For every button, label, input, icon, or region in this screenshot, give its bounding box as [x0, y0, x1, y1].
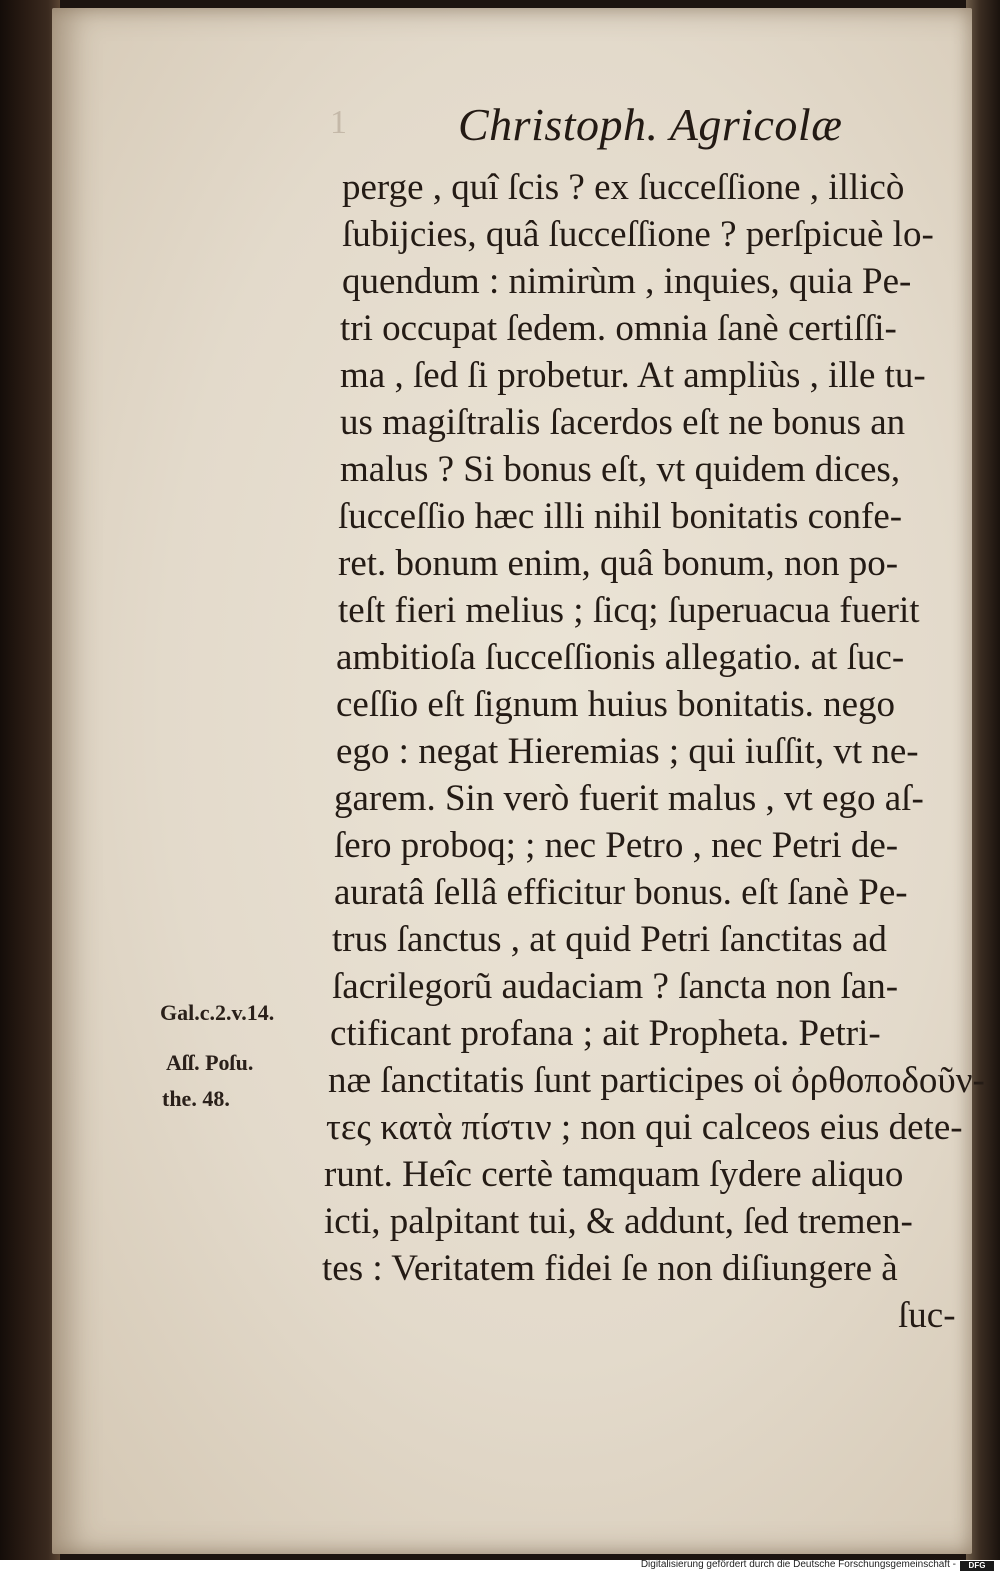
- text-line: ſucceſſio hæc illi nihil bonitatis confe-: [338, 496, 903, 537]
- text-line: trus ſanctus , at quid Petri ſanctitas ad: [332, 919, 887, 960]
- dfg-logo: DFG: [960, 1561, 994, 1571]
- text-line: us magiſtralis ſacerdos eſt ne bonus an: [340, 402, 906, 443]
- margin-note: Aſſ. Poſu.: [166, 1050, 254, 1075]
- text-line: tri occupat ſedem. omnia ſanè certiſſi-: [340, 308, 897, 349]
- bleed-through-mark: 1: [330, 104, 347, 141]
- text-line: quendum : nimirùm , inquies, quia Pe-: [342, 261, 912, 302]
- text-line: perge , quî ſcis ? ex ſucceſſione , illicò: [342, 167, 905, 208]
- text-line: ctificant profana ; ait Propheta. Petri-: [330, 1013, 881, 1054]
- text-line: malus ? Si bonus eſt, vt quidem dices,: [340, 449, 901, 490]
- text-line: auratâ ſellâ efficitur bonus. eſt ſanè Pe-: [334, 872, 908, 913]
- text-line: næ ſanctitatis ſunt participes οἱ ὀρθοποδοῦν-: [328, 1060, 985, 1101]
- text-line: garem. Sin verò fuerit malus , vt ego aſ-: [334, 778, 924, 819]
- text-line: ceſſio eſt ſignum huius bonitatis. nego: [336, 684, 896, 725]
- margin-note: Gal.c.2.v.14.: [160, 1000, 275, 1025]
- text-line: tes : Veritatem fidei ſe non diſiungere à: [322, 1248, 898, 1289]
- text-line: ſero proboq; ; nec Petro , nec Petri de-: [334, 825, 899, 866]
- text-line: ſubijcies, quâ ſucceſſione ? perſpicuè lo-: [342, 214, 934, 255]
- text-line: runt. Heîc certè tamquam ſydere aliquo: [324, 1154, 904, 1195]
- text-line: teſt fieri melius ; ſicq; ſuperuacua fuerit: [338, 590, 920, 631]
- text-line: τες κατὰ πίστιν ; non qui calceos eius dete-: [326, 1107, 963, 1148]
- text-line: ego : negat Hieremias ; qui iuſſit, vt ne-: [336, 731, 919, 772]
- digitization-footer: [0, 1560, 1000, 1572]
- margin-note: the. 48.: [162, 1086, 230, 1111]
- text-line: ſacrilegorũ audaciam ? ſancta non ſan-: [332, 966, 899, 1007]
- text-line: icti, palpitant tui, & addunt, ſed tremen-: [324, 1201, 913, 1242]
- catchword: ſuc-: [898, 1295, 956, 1336]
- text-line: ambitioſa ſucceſſionis allegatio. at ſuc-: [336, 637, 905, 678]
- funding-notice: Digitalisierung gefördert durch die Deutsche Forschungsgemeinschaft -: [640, 1559, 956, 1570]
- running-header: Christoph. Agricolæ: [458, 99, 843, 150]
- text-line: ret. bonum enim, quâ bonum, non po-: [338, 543, 899, 584]
- text-line: ma , ſed ſi probetur. At ampliùs , ille tu-: [340, 355, 926, 396]
